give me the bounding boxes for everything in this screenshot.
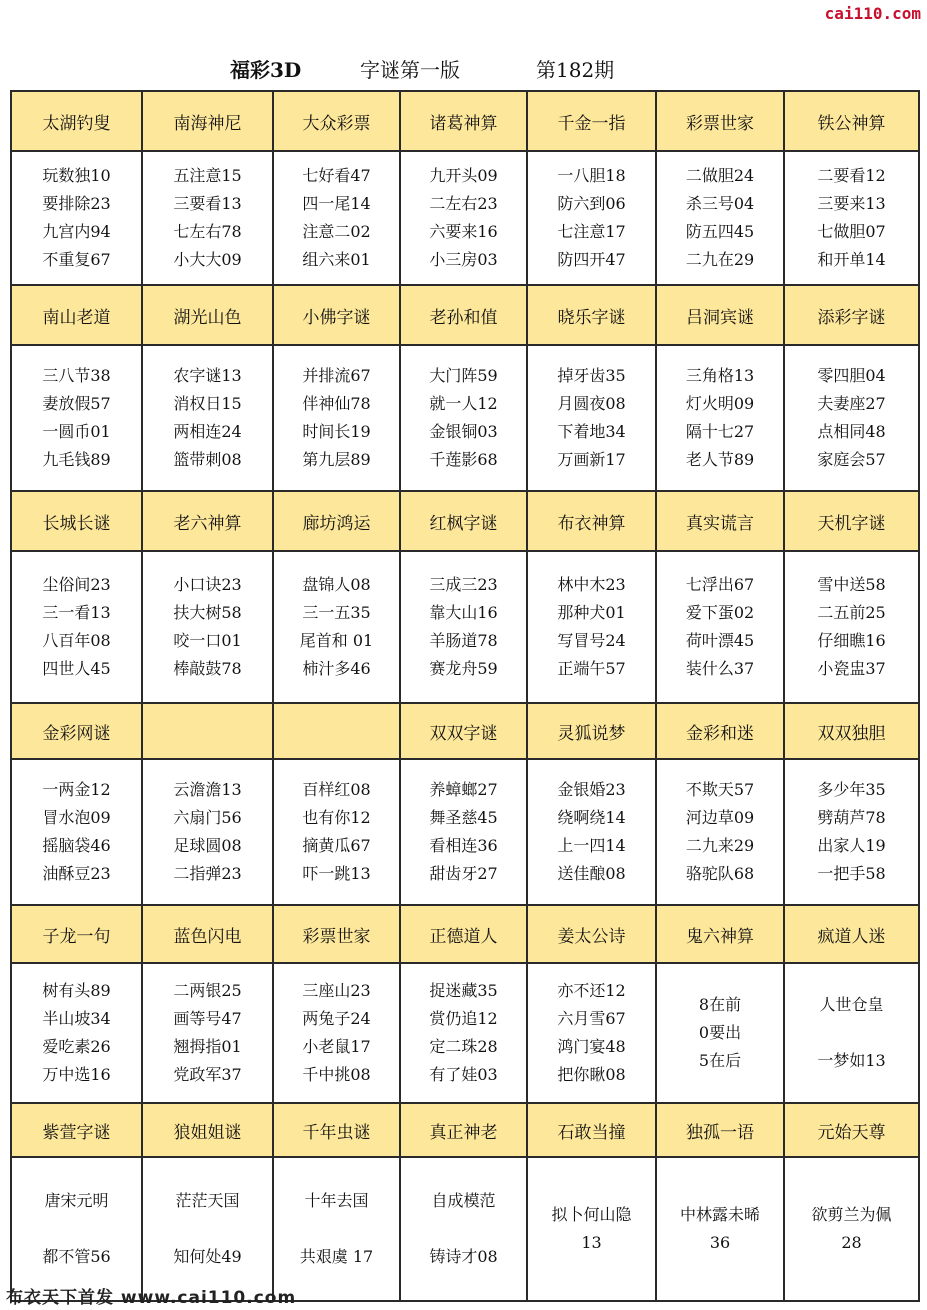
page-title — [0, 54, 860, 86]
column-header: 吕洞宾谜 — [656, 285, 784, 345]
riddle-line: 甜齿牙27 — [429, 864, 498, 883]
column-header: 鬼六神算 — [656, 905, 784, 963]
riddle-line: 鸿门宴48 — [557, 1037, 626, 1056]
issue-number: 第182期 — [536, 58, 615, 82]
riddle-line: 并排流67 — [302, 366, 371, 385]
riddle-line: 小大大09 — [173, 250, 242, 269]
riddle-line: 六要来16 — [429, 222, 498, 241]
riddle-line: 七浮出67 — [685, 575, 755, 594]
riddle-line: 九宫内94 — [42, 222, 111, 241]
riddle-line: 柿汁多46 — [302, 659, 371, 678]
riddle-line: 就一人12 — [429, 394, 498, 413]
footer-watermark: 布衣天下首发 www.cai110.com — [6, 1288, 297, 1308]
riddle-line: 八百年08 — [42, 631, 111, 650]
column-header: 蓝色闪电 — [142, 905, 273, 963]
riddle-line: 夫妻座27 — [817, 394, 886, 413]
riddle-line: 六月雪67 — [557, 1009, 626, 1028]
riddle-line: 二九在29 — [685, 250, 755, 269]
riddle-line: 和开单14 — [817, 250, 886, 269]
riddle-line: 一把手58 — [817, 864, 886, 883]
riddle-line: 赛龙舟59 — [429, 659, 498, 678]
riddle-line — [401, 1215, 526, 1243]
riddle-line: 三要来13 — [817, 194, 886, 213]
riddle-cell — [656, 151, 784, 285]
riddle-line: 隔十七27 — [685, 422, 755, 441]
riddle-line: 七注意17 — [557, 222, 626, 241]
column-header: 小佛字谜 — [273, 285, 400, 345]
riddle-line: 不重复67 — [42, 250, 111, 269]
column-header: 彩票世家 — [656, 91, 784, 151]
riddle-line: 那种犬01 — [557, 603, 626, 622]
riddle-cell — [656, 345, 784, 491]
riddle-cell — [527, 1157, 656, 1301]
column-header: 元始天尊 — [784, 1103, 919, 1157]
riddle-cell — [400, 1157, 527, 1301]
riddle-line: 下着地34 — [557, 422, 626, 441]
riddle-line: 上一四14 — [557, 836, 626, 855]
riddle-cell — [11, 345, 142, 491]
riddle-line: 摇脑袋46 — [42, 836, 111, 855]
riddle-cell — [656, 759, 784, 905]
riddle-line: 小三房03 — [429, 250, 498, 269]
riddle-cell — [400, 963, 527, 1103]
column-header: 湖光山色 — [142, 285, 273, 345]
riddle-cell — [142, 551, 273, 703]
column-header: 太湖钓叟 — [11, 91, 142, 151]
column-header: 诸葛神算 — [400, 91, 527, 151]
riddle-table — [10, 90, 920, 1302]
riddle-cell — [527, 551, 656, 703]
riddle-line: 冒水泡09 — [42, 808, 111, 827]
column-header: 正德道人 — [400, 905, 527, 963]
riddle-line: 十年去国 — [304, 1191, 369, 1210]
column-header: 金彩和迷 — [656, 703, 784, 759]
riddle-cell — [400, 151, 527, 285]
riddle-line — [143, 1215, 272, 1243]
riddle-line: 二做胆24 — [685, 166, 755, 185]
riddle-cell — [11, 759, 142, 905]
riddle-line: 点相同48 — [817, 422, 886, 441]
riddle-line: 掉牙齿35 — [557, 366, 626, 385]
riddle-line: 送佳酿08 — [557, 864, 626, 883]
riddle-line: 三八节38 — [42, 366, 111, 385]
riddle-line: 小瓷盅37 — [817, 659, 886, 678]
riddle-line: 伴神仙78 — [302, 394, 371, 413]
riddle-line: 时间长19 — [302, 422, 371, 441]
header-row — [11, 1103, 919, 1157]
riddle-line: 知何处49 — [173, 1247, 242, 1266]
riddle-line: 树有头89 — [42, 981, 111, 1000]
riddle-cell — [273, 1157, 400, 1301]
riddle-line: 杀三号04 — [685, 194, 755, 213]
riddle-line: 看相连36 — [429, 836, 498, 855]
riddle-line: 都不管56 — [42, 1247, 111, 1266]
riddle-line: 定二珠28 — [429, 1037, 498, 1056]
riddle-line: 不欺天57 — [685, 780, 755, 799]
riddle-line: 雪中送58 — [817, 575, 886, 594]
riddle-line: 千中挑08 — [302, 1065, 371, 1084]
riddle-line: 茫茫天国 — [175, 1191, 240, 1210]
column-header: 石敢当撞 — [527, 1103, 656, 1157]
riddle-cell — [11, 963, 142, 1103]
riddle-line: 二九来29 — [685, 836, 755, 855]
riddle-line: 咬一口01 — [173, 631, 242, 650]
column-header — [273, 703, 400, 759]
riddle-line: 七好看47 — [302, 166, 371, 185]
riddle-cell — [784, 759, 919, 905]
riddle-line: 三一看13 — [42, 603, 111, 622]
riddle-cell — [784, 151, 919, 285]
riddle-line: 一两金12 — [42, 780, 111, 799]
riddle-row — [11, 151, 919, 285]
header-row — [11, 285, 919, 345]
riddle-line: 拟卜何山隐 — [551, 1205, 632, 1224]
column-header: 千年虫谜 — [273, 1103, 400, 1157]
riddle-cell — [527, 963, 656, 1103]
riddle-line: 多少年35 — [817, 780, 886, 799]
site-watermark: cai110.com — [824, 4, 921, 23]
riddle-line: 消权日15 — [173, 394, 242, 413]
riddle-line: 爱下蛋02 — [685, 603, 755, 622]
riddle-cell — [142, 345, 273, 491]
riddle-line: 金银铜03 — [429, 422, 498, 441]
riddle-line: 万画新17 — [557, 450, 626, 469]
riddle-line: 尘俗间23 — [42, 575, 111, 594]
riddle-line: 四世人45 — [42, 659, 111, 678]
riddle-line: 中林露未晞 — [679, 1205, 760, 1224]
header-row — [11, 703, 919, 759]
riddle-line: 28 — [841, 1233, 862, 1252]
column-header: 长城长谜 — [11, 491, 142, 551]
riddle-cell — [273, 151, 400, 285]
riddle-line: 吓一跳13 — [302, 864, 371, 883]
riddle-line: 三成三23 — [429, 575, 498, 594]
riddle-cell — [11, 1157, 142, 1301]
riddle-cell — [142, 759, 273, 905]
column-header: 廊坊鸿运 — [273, 491, 400, 551]
riddle-line: 盘锦人08 — [302, 575, 371, 594]
riddle-line: 云澹澹13 — [173, 780, 242, 799]
riddle-line: 一圆币01 — [42, 422, 111, 441]
riddle-line: 百样红08 — [302, 780, 371, 799]
riddle-line: 舞圣慈45 — [429, 808, 498, 827]
riddle-cell — [527, 151, 656, 285]
riddle-line: 防六到06 — [557, 194, 626, 213]
riddle-line: 正端午57 — [557, 659, 626, 678]
riddle-line: 林中木23 — [557, 575, 626, 594]
riddle-line: 油酥豆23 — [42, 864, 111, 883]
riddle-line: 第九层89 — [302, 450, 371, 469]
riddle-row — [11, 345, 919, 491]
riddle-line: 赏仍追12 — [429, 1009, 498, 1028]
riddle-line: 两相连24 — [173, 422, 242, 441]
riddle-cell — [273, 963, 400, 1103]
column-header: 灵狐说梦 — [527, 703, 656, 759]
riddle-line: 玩数独10 — [42, 166, 111, 185]
column-header: 彩票世家 — [273, 905, 400, 963]
riddle-line: 九开头09 — [429, 166, 498, 185]
riddle-line: 荷叶漂45 — [685, 631, 755, 650]
riddle-line: 三座山23 — [302, 981, 371, 1000]
column-header — [142, 703, 273, 759]
riddle-cell — [527, 759, 656, 905]
column-header: 双双字谜 — [400, 703, 527, 759]
riddle-cell — [11, 551, 142, 703]
column-header: 南海神尼 — [142, 91, 273, 151]
riddle-row — [11, 1157, 919, 1301]
riddle-line: 四一尾14 — [302, 194, 371, 213]
riddle-line — [785, 1019, 918, 1047]
riddle-line: 5在后 — [698, 1051, 742, 1070]
riddle-line: 七做胆07 — [817, 222, 886, 241]
riddle-line: 骆驼队68 — [685, 864, 755, 883]
riddle-line: 零四胆04 — [817, 366, 886, 385]
riddle-line: 三角格13 — [685, 366, 755, 385]
riddle-row — [11, 963, 919, 1103]
column-header: 晓乐字谜 — [527, 285, 656, 345]
riddle-line: 三要看13 — [173, 194, 242, 213]
column-header: 天机字谜 — [784, 491, 919, 551]
riddle-line: 党政军37 — [173, 1065, 242, 1084]
header-row — [11, 91, 919, 151]
column-header: 疯道人迷 — [784, 905, 919, 963]
riddle-cell — [400, 551, 527, 703]
column-header: 大众彩票 — [273, 91, 400, 151]
riddle-cell — [273, 551, 400, 703]
column-header: 双双独胆 — [784, 703, 919, 759]
riddle-line: 二两银25 — [173, 981, 242, 1000]
column-header: 子龙一句 — [11, 905, 142, 963]
riddle-line: 也有你12 — [302, 808, 371, 827]
column-header: 红枫字谜 — [400, 491, 527, 551]
column-header: 千金一指 — [527, 91, 656, 151]
riddle-cell — [142, 151, 273, 285]
riddle-line: 靠大山16 — [429, 603, 498, 622]
riddle-line: 仔细瞧16 — [817, 631, 886, 650]
riddle-line: 灯火明09 — [685, 394, 755, 413]
riddle-cell — [400, 345, 527, 491]
riddle-line: 足球圆08 — [173, 836, 242, 855]
column-header: 独孤一语 — [656, 1103, 784, 1157]
riddle-line: 养蟑螂27 — [429, 780, 498, 799]
column-header: 金彩网谜 — [11, 703, 142, 759]
riddle-line: 人世仓皇 — [819, 995, 884, 1014]
riddle-line: 羊肠道78 — [429, 631, 498, 650]
riddle-line: 劈葫芦78 — [817, 808, 886, 827]
riddle-line: 防四开47 — [557, 250, 626, 269]
riddle-line: 防五四45 — [685, 222, 755, 241]
lottery-name: 福彩3D — [230, 58, 302, 82]
column-header: 老孙和值 — [400, 285, 527, 345]
riddle-cell — [784, 963, 919, 1103]
riddle-line: 家庭会57 — [817, 450, 886, 469]
riddle-line: 有了娃03 — [429, 1065, 498, 1084]
riddle-cell — [273, 759, 400, 905]
riddle-line: 翘拇指01 — [173, 1037, 242, 1056]
riddle-line: 九毛钱89 — [42, 450, 111, 469]
riddle-cell — [656, 1157, 784, 1301]
riddle-line: 摘黄瓜67 — [302, 836, 371, 855]
riddle-cell — [142, 963, 273, 1103]
riddle-cell — [784, 551, 919, 703]
riddle-cell — [784, 345, 919, 491]
riddle-line: 唐宋元明 — [44, 1191, 109, 1210]
riddle-line: 小老鼠17 — [302, 1037, 371, 1056]
riddle-line: 一八胆18 — [557, 166, 626, 185]
riddle-line: 组六来01 — [302, 250, 371, 269]
riddle-line: 五注意15 — [173, 166, 242, 185]
riddle-line: 金银婚23 — [557, 780, 626, 799]
riddle-line: 二五前25 — [817, 603, 886, 622]
riddle-row — [11, 551, 919, 703]
riddle-cell — [273, 345, 400, 491]
column-header: 真实谎言 — [656, 491, 784, 551]
riddle-line: 8在前 — [698, 995, 742, 1014]
riddle-line: 出家人19 — [817, 836, 886, 855]
riddle-cell — [784, 1157, 919, 1301]
riddle-line: 把你瞅08 — [557, 1065, 626, 1084]
riddle-line: 二指弹23 — [173, 864, 242, 883]
riddle-line: 三一五35 — [302, 603, 371, 622]
riddle-line: 河边草09 — [685, 808, 755, 827]
riddle-line: 月圆夜08 — [557, 394, 626, 413]
riddle-line: 捉迷藏35 — [429, 981, 498, 1000]
riddle-line: 36 — [709, 1233, 731, 1252]
riddle-cell — [656, 963, 784, 1103]
column-header: 南山老道 — [11, 285, 142, 345]
riddle-line: 万中选16 — [42, 1065, 111, 1084]
column-header: 紫萱字谜 — [11, 1103, 142, 1157]
riddle-line: 二左右23 — [429, 194, 498, 213]
column-header: 真正神老 — [400, 1103, 527, 1157]
riddle-line: 小口诀23 — [173, 575, 242, 594]
riddle-line: 欲剪兰为佩 — [811, 1205, 892, 1224]
riddle-line: 棒敲鼓78 — [173, 659, 242, 678]
riddle-line: 画等号47 — [173, 1009, 242, 1028]
riddle-line: 铸诗才08 — [429, 1247, 498, 1266]
riddle-line: 一梦如13 — [817, 1051, 886, 1070]
puzzle-edition: 字谜第一版 — [360, 58, 460, 82]
riddle-line: 六扇门56 — [173, 808, 242, 827]
column-header: 布衣神算 — [527, 491, 656, 551]
riddle-line: 共艰虞 17 — [299, 1247, 374, 1266]
riddle-line: 半山坡34 — [42, 1009, 111, 1028]
column-header: 铁公神算 — [784, 91, 919, 151]
riddle-line: 两兔子24 — [302, 1009, 371, 1028]
riddle-line: 亦不还12 — [557, 981, 626, 1000]
riddle-line: 大门阵59 — [429, 366, 498, 385]
riddle-line: 0要出 — [698, 1023, 742, 1042]
riddle-line: 写冒号24 — [557, 631, 626, 650]
riddle-cell — [527, 345, 656, 491]
riddle-line: 妻放假57 — [42, 394, 111, 413]
riddle-line — [274, 1215, 399, 1243]
column-header: 姜太公诗 — [527, 905, 656, 963]
riddle-cell — [142, 1157, 273, 1301]
riddle-line: 装什么37 — [685, 659, 755, 678]
header-row — [11, 905, 919, 963]
column-header: 添彩字谜 — [784, 285, 919, 345]
riddle-line: 农字谜13 — [173, 366, 242, 385]
column-header: 老六神算 — [142, 491, 273, 551]
header-row — [11, 491, 919, 551]
riddle-line — [12, 1215, 141, 1243]
riddle-line: 尾首和 01 — [299, 631, 374, 650]
riddle-cell — [11, 151, 142, 285]
riddle-line: 爱吃素26 — [42, 1037, 111, 1056]
riddle-row — [11, 759, 919, 905]
riddle-line: 篮带刺08 — [173, 450, 242, 469]
riddle-line: 13 — [581, 1233, 602, 1252]
riddle-line: 老人节89 — [685, 450, 755, 469]
riddle-line: 绕啊绕14 — [557, 808, 626, 827]
column-header: 狼姐姐谜 — [142, 1103, 273, 1157]
riddle-line: 注意二02 — [302, 222, 371, 241]
riddle-cell — [656, 551, 784, 703]
riddle-line: 千莲影68 — [429, 450, 498, 469]
riddle-line: 二要看12 — [817, 166, 886, 185]
riddle-line: 七左右78 — [173, 222, 242, 241]
riddle-line: 要排除23 — [42, 194, 111, 213]
riddle-cell — [400, 759, 527, 905]
riddle-line: 自成模范 — [431, 1191, 496, 1210]
riddle-line: 扶大树58 — [173, 603, 242, 622]
